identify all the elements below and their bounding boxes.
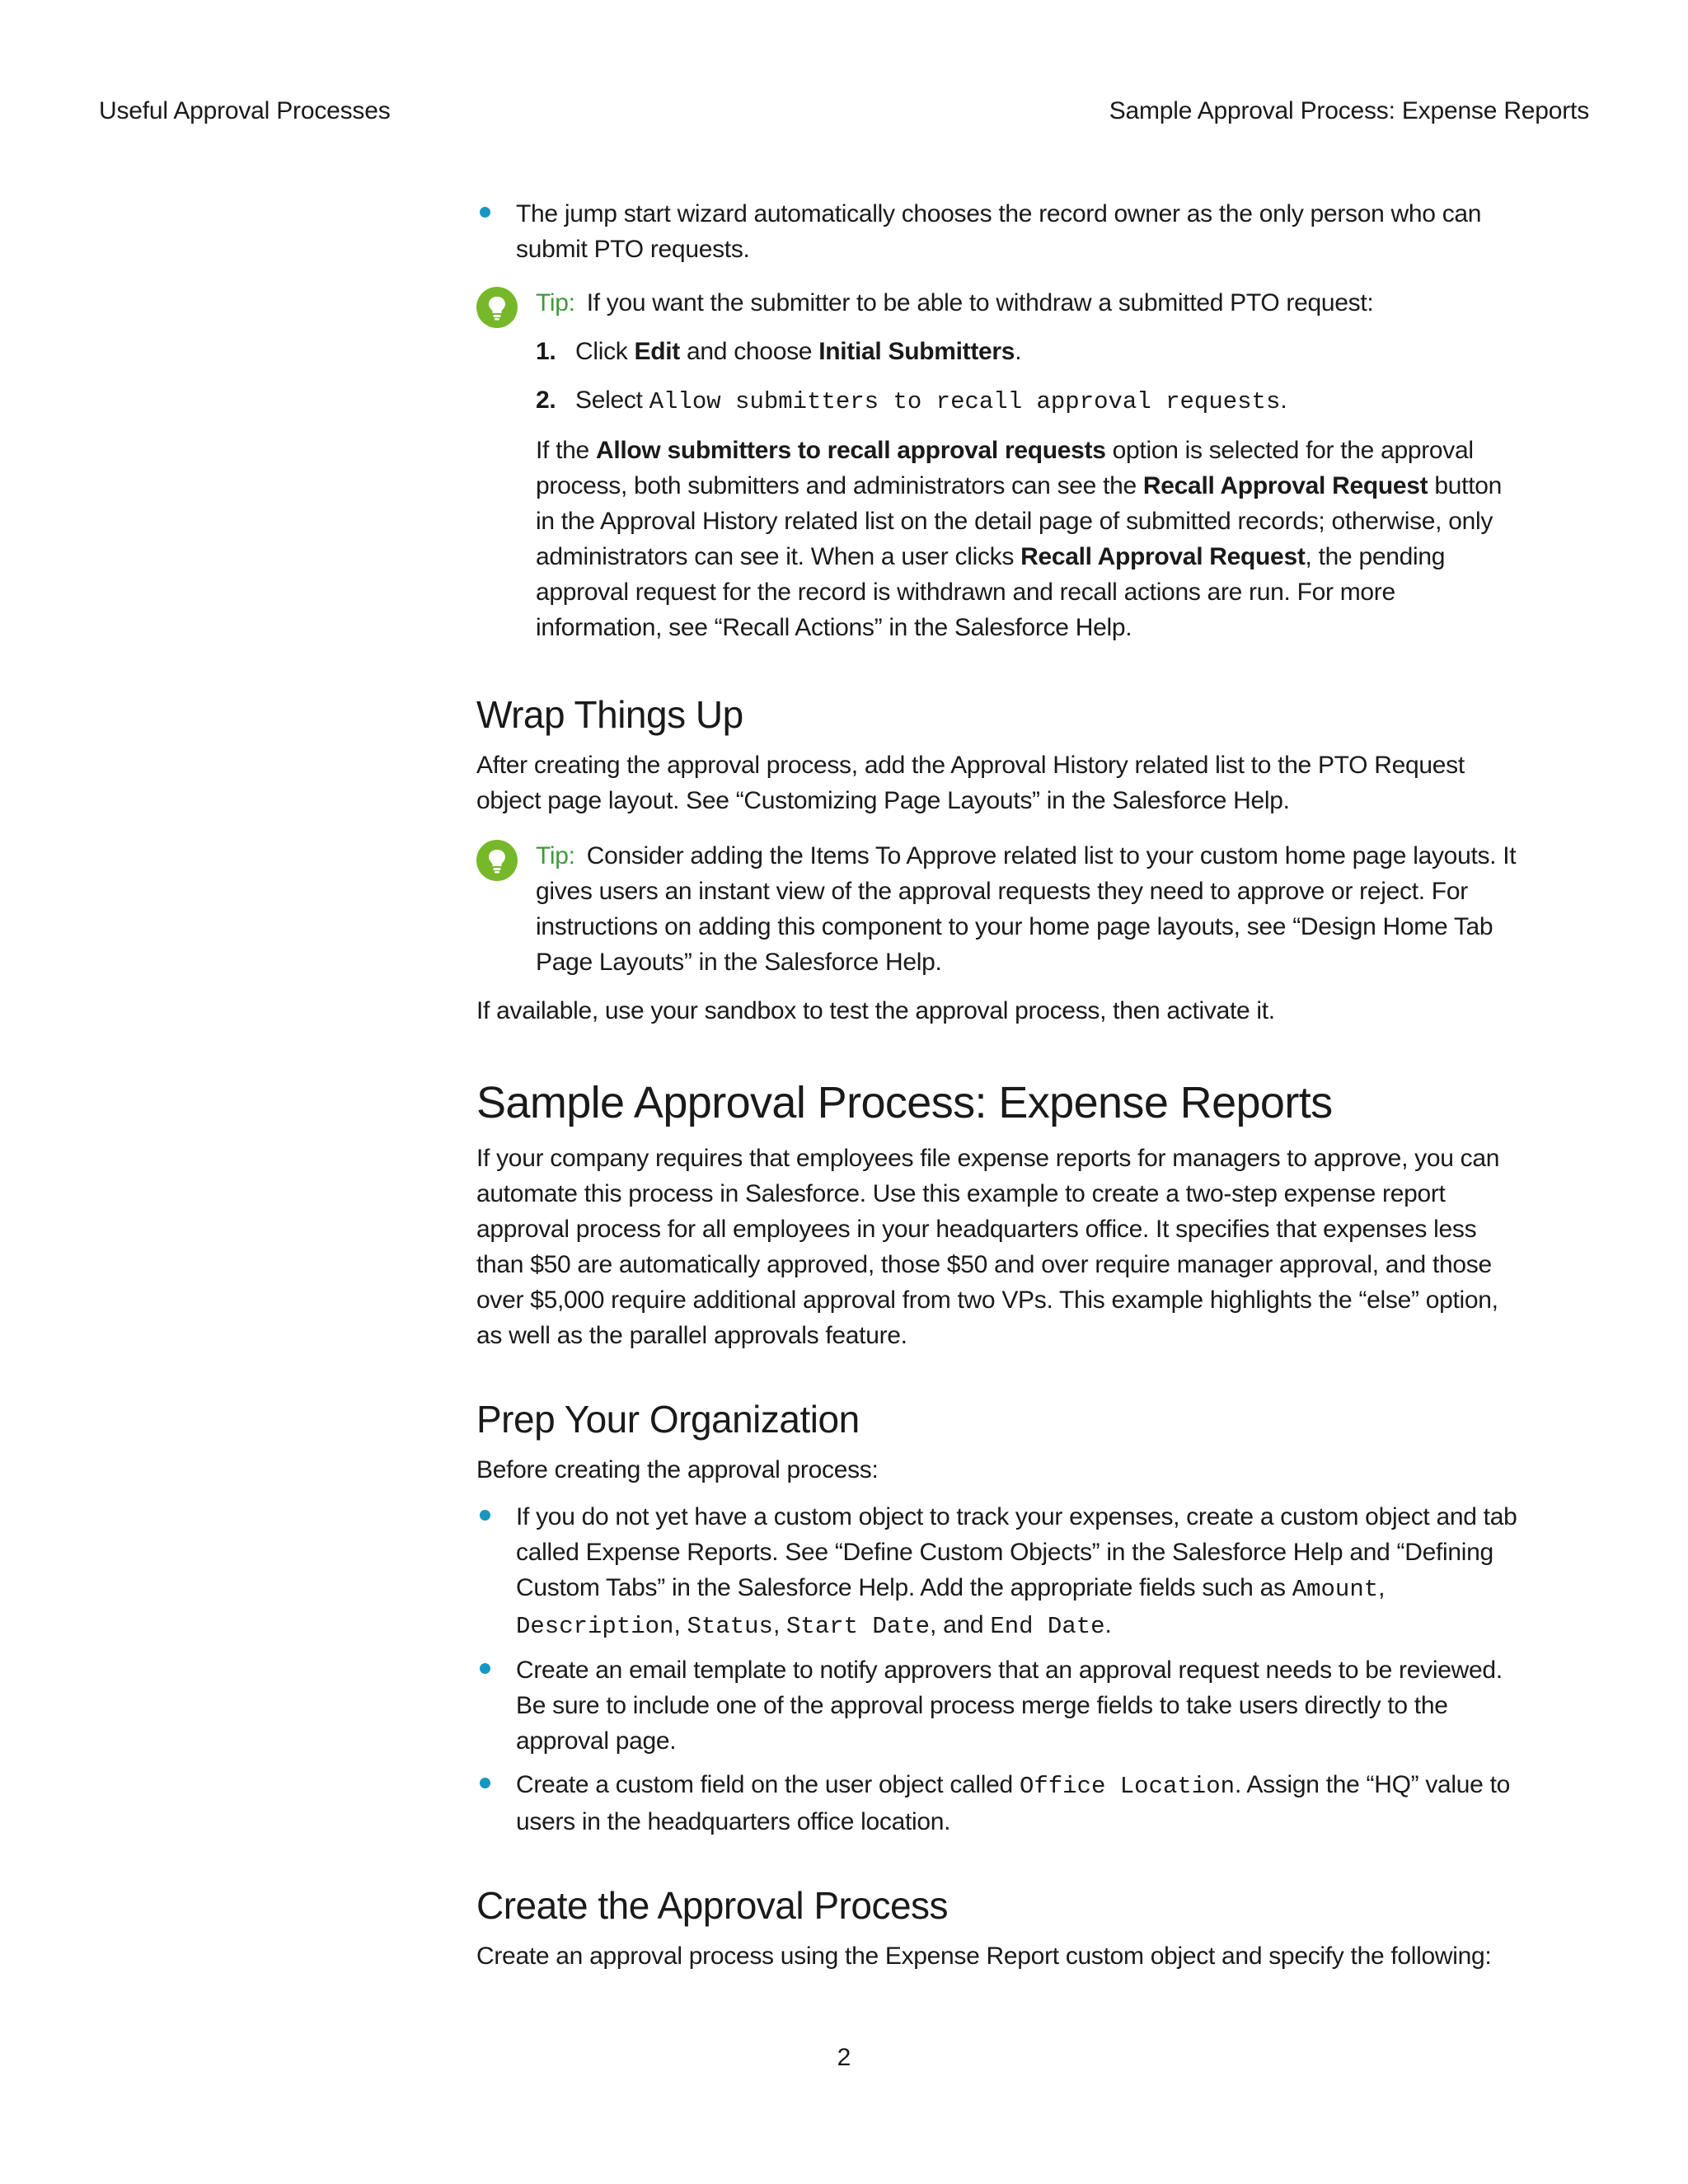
running-header-left: Useful Approval Processes — [99, 97, 391, 124]
lightbulb-icon — [476, 840, 518, 881]
list-item: The jump start wizard automatically chooses the record owner as the only person who can submit PTO requests. — [476, 196, 1522, 267]
bullet-icon — [480, 1778, 490, 1788]
section-heading-prep: Prep Your Organization — [476, 1398, 860, 1441]
list-item: Create an email template to notify approvers that an approval request needs to be reviewed. Be sure to include one of the approval process merge fields to take users directly to the approval page. — [476, 1652, 1522, 1759]
wrap-paragraph: After creating the approval process, add the Approval History related list to the PTO Request object page layout. See “Customizing Page Layouts” in the Salesforce Help. — [476, 752, 1465, 814]
activate-paragraph: If available, use your sandbox to test the approval process, then activate it. — [476, 997, 1275, 1024]
tip-label: Tip: — [536, 842, 575, 869]
list-item: Create a custom field on the user object called Office Location. Assign the “HQ” value to users in the headquarters office location. — [476, 1767, 1522, 1840]
bullet-icon — [480, 1663, 490, 1674]
code-option: Allow submitters to recall approval requests — [649, 388, 1281, 415]
prep-bullet-list — [476, 1499, 1522, 1840]
list-item: If you do not yet have a custom object to track your expenses, create a custom object and tab called Expense Reports. See “Define Custom Objects” in the Salesforce Help and “Defining Custom Tabs” in the Salesforce Help. Add the appropriate fields such as Amount, Description, Status, Start Date, and End Date. — [476, 1499, 1522, 1644]
tip-callout-items-to-approve — [476, 838, 1522, 980]
lightbulb-icon — [476, 287, 518, 328]
page-content — [476, 196, 1522, 1974]
list-item: 2. Select Allow submitters to recall approval requests. — [536, 387, 1287, 415]
sample-paragraph: If your company requires that employees file expense reports for managers to approve, you can automate this process in Salesforce. Use this example to create a two-step expense report approval process for all employees in your headquarters office. It specifies that expenses less than $50 are automatically approved, those $50 and over require manager approval, and those over $5,000 require additional approval from two VPs. This example highlights the “else” option, as well as the parallel approvals feature. — [476, 1145, 1500, 1349]
bullet-icon — [480, 207, 490, 218]
section-heading-wrap: Wrap Things Up — [476, 693, 743, 736]
tip-text: Consider adding the Items To Approve related list to your custom home page layouts. It gives users an instant view of the approval requests they need to approve or reject. For instructions on adding this component to your home page layouts, see “Design Home Tab Page Layouts” in the Salesforce Help. — [536, 842, 1517, 976]
recall-steps-list — [536, 334, 1522, 419]
page-number: 2 — [837, 2044, 851, 2071]
list-item: 1. Click Edit and choose Initial Submitters. — [536, 338, 1022, 365]
running-header-right: Sample Approval Process: Expense Reports — [1109, 97, 1589, 124]
recall-explanation: If the Allow submitters to recall approval requests option is selected for the approval process, both submitters and administrators can see the Recall Approval Request button in the Approval History related list on the detail page of submitted records; otherwise, only administrators can see it. When a user clicks Recall Approval Request, the pending approval request for the record is withdrawn and recall actions are run. For more information, see “Recall Actions” in the Salesforce Help. — [536, 437, 1503, 641]
create-paragraph: Create an approval process using the Expense Report custom object and specify the following: — [476, 1943, 1492, 1970]
section-heading-create: Create the Approval Process — [476, 1884, 949, 1927]
tip-callout-recall — [476, 285, 1522, 645]
tip-label: Tip: — [536, 289, 575, 316]
intro-bullet-list — [476, 196, 1522, 267]
bullet-icon — [480, 1510, 490, 1521]
tip-text: If you want the submitter to be able to withdraw a submitted PTO request: — [586, 289, 1374, 316]
section-heading-sample: Sample Approval Process: Expense Reports — [476, 1078, 1333, 1127]
prep-intro: Before creating the approval process: — [476, 1456, 879, 1483]
